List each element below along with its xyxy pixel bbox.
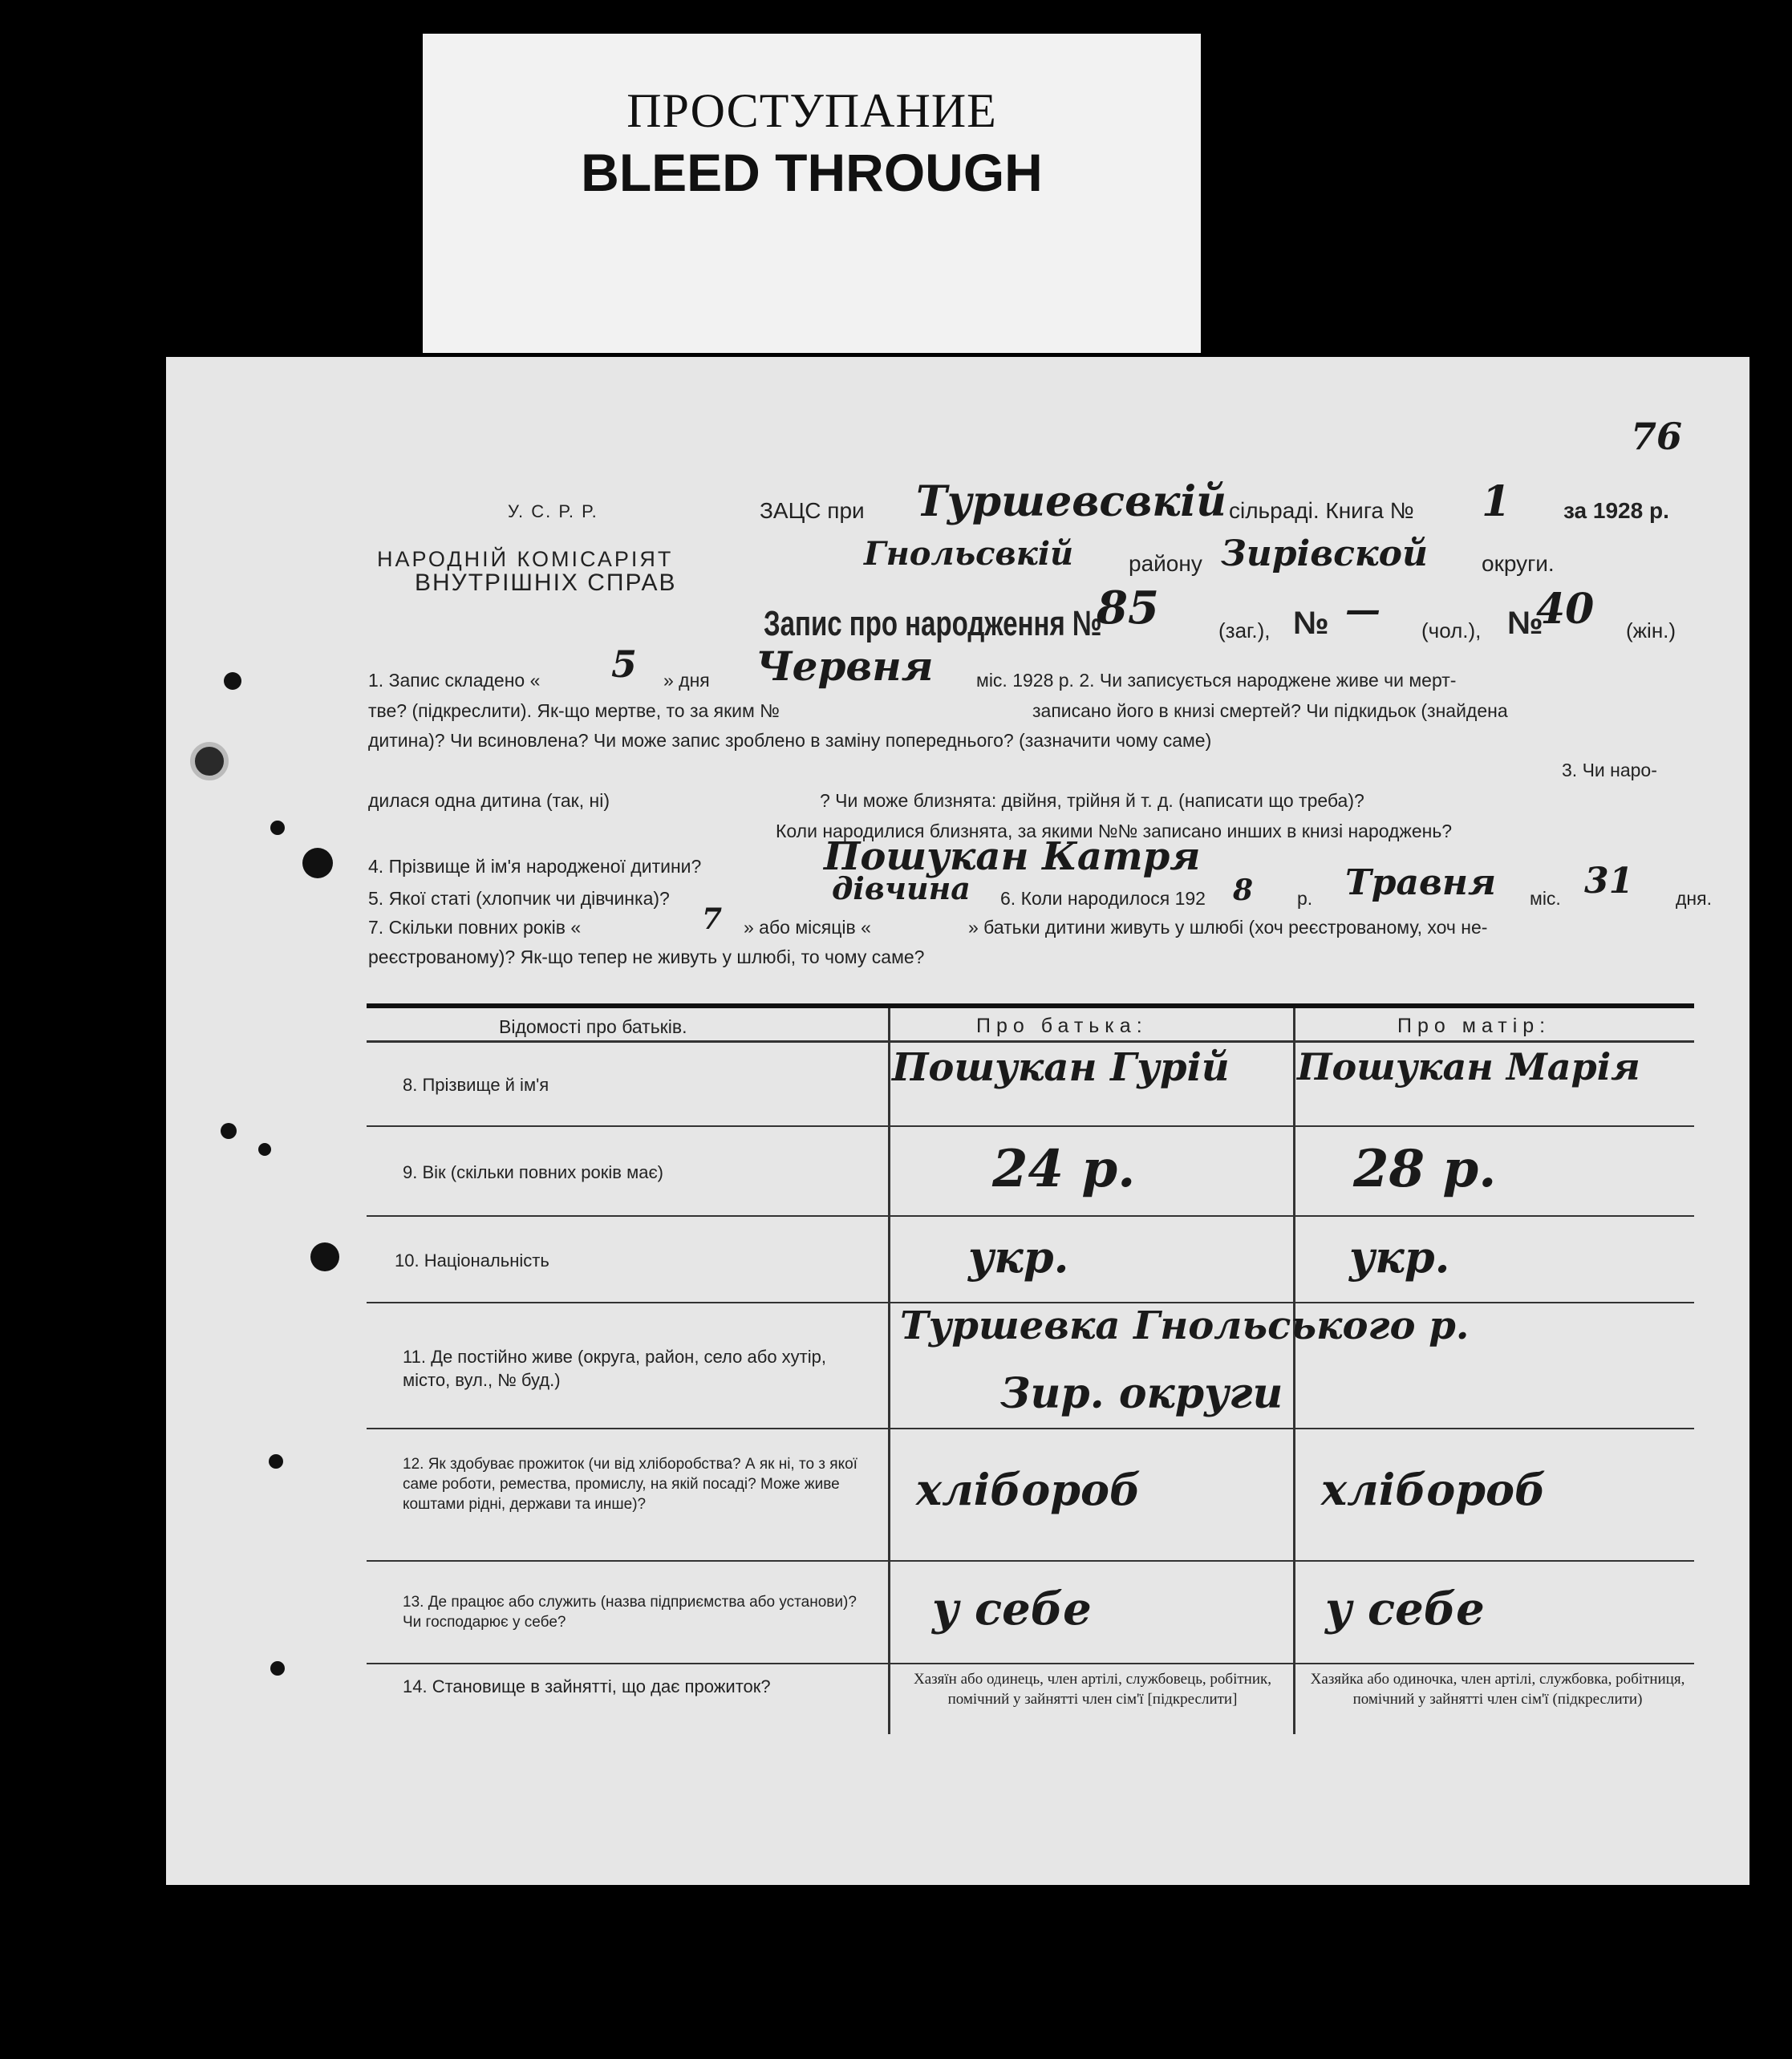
row-rule [367, 1663, 1694, 1664]
q5-label: 5. Якої статі (хлопчик чи дівчинка)? [368, 888, 670, 909]
table-top-rule [367, 1003, 1694, 1008]
q6-day-handwritten: 31 [1584, 861, 1634, 902]
q7-label-a: 7. Скільки повних років « [368, 917, 582, 938]
q3-line-d: Коли народилися близнята, за якими №№ записано инших в книзі народжень? [776, 821, 1453, 841]
q1-day-label: » дня [663, 670, 710, 691]
mother-workplace-handwritten: у себе [1325, 1583, 1485, 1635]
row-label-workplace: 13. Де працює або служить (назва підприємства або установи)? Чи господарює у себе? [403, 1594, 857, 1631]
row-label-nationality: 10. Національність [395, 1250, 549, 1271]
q3-line: дилася одна дитина (так, ні) [368, 790, 610, 811]
q6-month-suffix: міс. [1530, 888, 1561, 909]
mother-occupation-options: Хазяйка або одиночка, член артілі, службовка, робітниця, помічний у зайнятті член сім'ї (підкреслити) [1310, 1671, 1685, 1708]
table-col-divider-1 [888, 1008, 890, 1734]
punch-hole [270, 821, 285, 835]
page-number: 76 [1631, 415, 1683, 458]
punch-hole [302, 848, 333, 878]
q4-child-name-handwritten: Пошукан Катря [824, 834, 1201, 879]
table-header-father: Про батька: [976, 1015, 1148, 1037]
q1-start: 1. Запис складено « [368, 670, 541, 691]
q1-day-handwritten: 5 [611, 642, 638, 686]
village-handwritten: Туршевсвкій [916, 477, 1226, 526]
table-header-mother: Про матір: [1397, 1015, 1551, 1037]
q6-label: 6. Коли народилося 192 [1000, 888, 1206, 909]
record-number-handwritten: 85 [1097, 582, 1159, 634]
zhin-label: (жін.) [1626, 618, 1676, 642]
okruhy-label: округи. [1482, 551, 1555, 576]
q7-label-b: » або місяців « [744, 917, 871, 938]
zag-label: (заг.), [1218, 618, 1271, 642]
row-label-residence: 11. Де постійно живе (округа, район, село або хутір, місто, вул., № буд.) [403, 1347, 826, 1390]
mother-livelihood-handwritten: хлібороб [1321, 1464, 1547, 1515]
male-number-handwritten: — [1345, 590, 1380, 630]
q2-line-b: записано його в книзі смертей? Чи підкидьок (знайдена [1032, 700, 1508, 721]
row-rule [367, 1560, 1694, 1562]
table-col-divider-2 [1293, 1008, 1295, 1734]
mother-name-handwritten: Пошукан Марія [1297, 1045, 1640, 1088]
table-header-info: Відомості про батьків. [499, 1016, 687, 1037]
no-sign-3: № [1507, 606, 1543, 641]
q5-sex-handwritten: дівчина [832, 870, 971, 906]
q3-line-c: ? Чи може близнята: двійня, трійня й т. д. (написати що треба)? [820, 790, 1364, 811]
label-line-russian: ПРОСТУПАНИЕ [626, 84, 997, 137]
chol-label: (чол.), [1421, 618, 1482, 642]
punch-hole [224, 672, 241, 690]
mother-residence-handwritten: Зир. округи [1000, 1369, 1283, 1418]
q6-year-handwritten: 8 [1233, 873, 1254, 907]
q4-label: 4. Прізвище й ім'я народженої дитини? [368, 856, 702, 877]
row-rule [367, 1428, 1694, 1429]
q6-day-suffix: дня. [1676, 888, 1712, 909]
row-rule [367, 1125, 1694, 1127]
org-commissariat: НАРОДНІЙ КОМІСАРІЯТ [377, 547, 674, 571]
table-header-rule [367, 1040, 1694, 1043]
q6-month-handwritten: Травня [1345, 862, 1497, 903]
district-handwritten: Гнольсвкій [864, 535, 1074, 573]
raion-label: району [1129, 551, 1202, 576]
q7-label-c: » батьки дитини живуть у шлюбі (хоч реєстрованому, хоч не- [968, 917, 1488, 938]
father-workplace-handwritten: у себе [932, 1583, 1092, 1635]
row-label-livelihood: 12. Як здобуває прожиток (чи від хліборобства? А як ні, то з якої саме роботи, ремества, промислу, на якій посаді? Може живе коштами рідні, держави та инше)? [403, 1456, 857, 1513]
female-number-handwritten: 40 [1536, 585, 1595, 634]
org-ussr: У. С. Р. Р. [508, 501, 598, 521]
zags-prefix: ЗАЦС при [760, 498, 865, 523]
punch-hole [269, 1454, 283, 1469]
punch-hole [190, 742, 229, 780]
q3-start: 3. Чи наро- [1562, 760, 1657, 780]
punch-hole [310, 1242, 339, 1271]
org-internal-affairs: ВНУТРІШНІХ СПРАВ [415, 569, 677, 596]
punch-hole [221, 1123, 237, 1139]
okruha-handwritten: Зирівской [1221, 533, 1429, 574]
row-label-name: 8. Прізвище й ім'я [403, 1075, 549, 1095]
row-rule [367, 1215, 1694, 1217]
father-age-handwritten: 24 р. [992, 1139, 1136, 1199]
q1-month-handwritten: Червня [756, 642, 934, 690]
q1-rest: міс. 1928 р. 2. Чи записується народжене живе чи мерт- [976, 670, 1457, 691]
row-label-occupation: 14. Становище в зайнятті, що дає прожиток? [403, 1676, 771, 1696]
q2-line-c: дитина)? Чи всиновлена? Чи може запис зроблено в заміну попереднього? (зазначити чому саме) [368, 730, 1212, 751]
no-sign-2: № [1293, 606, 1329, 641]
father-name-handwritten: Пошукан Гурій [892, 1045, 1230, 1090]
father-residence-handwritten: Туршевка Гнольського р. [900, 1303, 1470, 1348]
mother-age-handwritten: 28 р. [1353, 1139, 1497, 1199]
father-occupation-options: Хазяїн або одинець, член артілі, службовець, робітник, помічний у зайнятті член сім'ї [підкреслити] [914, 1671, 1271, 1708]
q7-label-d: реєстрованому)? Як-що тепер не живуть у шлюбі, то чому саме? [368, 946, 925, 967]
punch-hole [270, 1661, 285, 1676]
father-livelihood-handwritten: хлібороб [916, 1464, 1141, 1515]
bleed-through-label-card [423, 34, 1201, 353]
mother-nationality-handwritten: укр. [1349, 1231, 1450, 1283]
punch-hole [258, 1143, 271, 1156]
book-number-handwritten: 1 [1482, 477, 1511, 526]
birth-record-form [166, 357, 1749, 1885]
q6-year-suffix: р. [1297, 888, 1313, 909]
row-label-age: 9. Вік (скільки повних років має) [403, 1162, 664, 1182]
label-line-english: BLEED THROUGH [581, 143, 1043, 202]
father-nationality-handwritten: укр. [968, 1231, 1069, 1283]
q2-line: тве? (підкреслити). Як-що мертве, то за яким № [368, 700, 780, 721]
q7-years-handwritten: 7 [702, 902, 723, 936]
record-title: Запис про народження № [764, 604, 1102, 643]
silrada-book-label: сільраді. Книга № [1229, 498, 1414, 523]
year-label: за 1928 р. [1563, 498, 1669, 523]
